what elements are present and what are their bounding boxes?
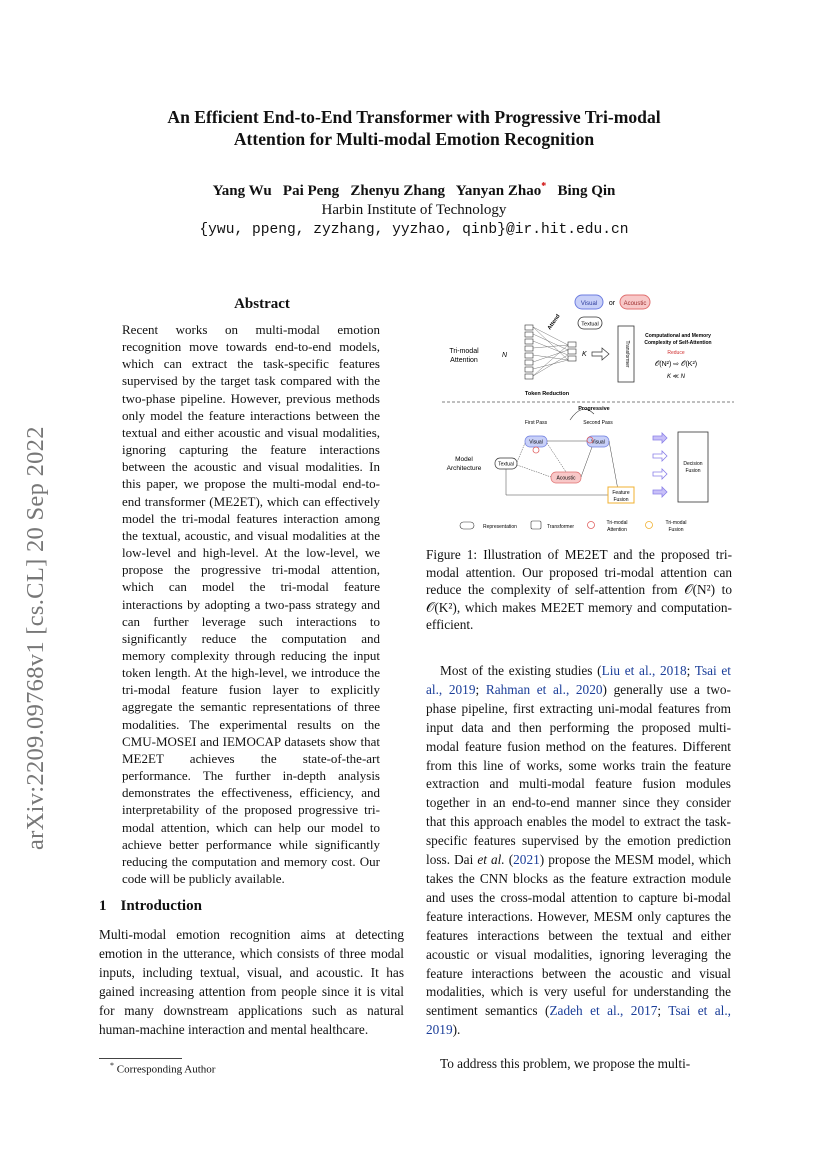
k-label: K	[582, 351, 587, 358]
feature-fusion-label-2: Fusion	[613, 497, 629, 503]
paragraph-text: ).	[452, 1022, 461, 1038]
visual-node-2-label: Visual	[591, 439, 605, 446]
legend-representation-icon	[460, 522, 474, 529]
output-arrows	[653, 433, 667, 497]
legend-trimodal-fusion-label-1: Tri-modal	[665, 520, 687, 526]
author-name: Yanyan Zhao	[455, 183, 542, 199]
textual-label: Textual	[581, 321, 599, 328]
or-label: or	[608, 300, 616, 307]
paragraph-text: ;	[657, 1003, 669, 1019]
citation-link[interactable]: Liu et al., 2018	[601, 663, 687, 678]
figure-1-diagram	[440, 290, 736, 540]
decision-fusion-box	[678, 432, 708, 502]
progressive-label: Progressive	[578, 406, 610, 412]
author-name: Pai Peng	[282, 183, 340, 199]
right-column-next-paragraph: To address this problem, we propose the multi-	[440, 1056, 691, 1071]
citation-link[interactable]: Zadeh et al., 2017	[549, 1003, 658, 1019]
footnote-mark: *	[110, 1061, 114, 1070]
section-heading-introduction	[99, 898, 202, 915]
token-connections	[533, 327, 568, 376]
token-stack-n	[525, 325, 533, 379]
acoustic-label: Acoustic	[623, 301, 647, 307]
visual-node-label: Visual	[529, 439, 543, 446]
k-less-n: K ≪ N	[667, 374, 685, 380]
paragraph-text: (	[504, 852, 514, 868]
paragraph-text: ) generally use a two-phase pipeline, first extracting uni-modal features from input data and then performing the proposed multi-modal feature fusion method on the features. Different from this line of works, some works train the feature extraction and multi-modal feature fusion modules together in an end-to-end manner since they consider that this approach enables the model to extract the task-specific features supervised by the emotion prediction loss. Dai	[426, 681, 731, 868]
arrow-icon	[592, 348, 609, 360]
citation-link[interactable]: 2021	[513, 852, 540, 868]
acoustic-node-label: Acoustic	[556, 475, 576, 482]
section-title: Introduction	[120, 898, 202, 914]
token-stack-k	[568, 342, 576, 361]
n-label: N	[502, 352, 508, 359]
paragraph-text: ) propose the MESM model, which takes the CNN blocks as the feature extraction module and uses the cross-modal attention to capture bi-modal feature interactions. However, MESM only captures the features interactions between the textual and either acoustic or visual modalities, ignoring leveraging the feature interactions between the acoustic and visual modalities, which is very useful for understanding the sentiment semantics (	[426, 852, 731, 1019]
email-addresses: {ywu, ppeng, zyzhang, yyzhao, qinb}@ir.hit.edu.cn	[199, 222, 629, 238]
textual-node-label: Textual	[498, 461, 514, 468]
caption-text: Illustration of ME2ET and the proposed tri-modal attention. Our proposed tri-modal attention can reduce the complexity of self-attention from 𝒪(N²) to 𝒪(K²), which makes ME2ET memory and computation-efficient.	[426, 547, 732, 633]
legend-trimodal-attention-label-2: Attention	[607, 527, 627, 533]
figure-1-caption	[426, 546, 732, 634]
trimodal-attention-node	[533, 447, 539, 453]
trimodal-attention-label-2: Attention	[450, 357, 478, 364]
paper-title	[60, 106, 768, 150]
section-number: 1	[99, 898, 107, 914]
transformer-label: Transformer	[624, 340, 630, 368]
citation-link[interactable]: Tsai et al., 2019	[426, 1003, 731, 1038]
second-pass-label: Second Pass	[583, 420, 613, 426]
author-name: Yang Wu	[212, 183, 272, 199]
title-line-2: Attention for Multi-modal Emotion Recognition	[233, 129, 595, 149]
arxiv-stamp	[18, 360, 48, 860]
paragraph-text: et al.	[477, 852, 505, 868]
introduction-paragraph: Multi-modal emotion recognition aims at detecting emotion in the utterance, which consists of three modal inputs, including textual, visual, and acoustic. It has gained increasing attention from people since it is vital for many downstream applications such as natural human-machine interaction and mental healthcare.	[99, 927, 404, 1037]
paragraph-text: ;	[475, 681, 486, 697]
legend-representation-label: Representation	[483, 524, 517, 530]
decision-fusion-label-2: Fusion	[685, 468, 701, 474]
affiliation: Harbin Institute of Technology	[321, 202, 507, 218]
trimodal-attention-label-1: Tri-modal	[449, 348, 479, 355]
complexity-title-2: Complexity of Self-Attention	[644, 340, 712, 346]
citation-link[interactable]: Rahman et al., 2020	[485, 681, 603, 697]
author-list	[60, 181, 768, 200]
reduce-label: Reduce	[667, 350, 685, 356]
abstract-text: Recent works on multi-modal emotion recognition move towards end-to-end models, which can extract the task-specific features supervised by the target task compared with the two-phase pipeline. However, previous methods only model the feature interactions between the textual and either acoustic and visual modalities, ignoring capturing the feature interactions between the acoustic and visual modalities. In this paper, we propose the multi-modal end-to-end transformer (ME2ET), which can effectively model the tri-modal features interaction among the textual, acoustic, and visual modalities at the low-level and high-level. At the low-level, we propose the progressive tri-modal attention, which can model the tri-modal feature interactions by adopting a two-pass strategy and can further leverage such interactions to significantly reduce the computation and memory complexity through reducing the input token length. At the high-level, we introduce the tri-modal feature fusion layer to explicitly aggregate the semantic representations of three modalities. The experimental results on the CMU-MOSEI and IEMOCAP datasets show that ME2ET achieves the state-of-the-art performance. The further in-depth analysis demonstrates the effectiveness, efficiency, and interpretability of the proposed progressive tri-modal attention, which can help our model to achieve better performance while significantly reducing the computation and memory cost. Our code will be publicly available.	[122, 322, 380, 886]
footnote-rule	[99, 1058, 182, 1059]
decision-fusion-label-1: Decision	[683, 461, 703, 467]
right-column-paragraph	[426, 662, 731, 1040]
model-architecture-label-2: Architecture	[446, 465, 482, 472]
attend-label: Attend	[546, 313, 562, 332]
legend-trimodal-fusion-icon	[646, 522, 653, 529]
legend-trimodal-attention-icon	[588, 522, 595, 529]
author-name: Zhenyu Zhang	[350, 183, 446, 199]
first-pass-label: First Pass	[524, 420, 548, 426]
title-line-1: An Efficient End-to-End Transformer with Progressive Tri-modal	[167, 107, 661, 127]
caption-label: Figure 1:	[426, 547, 478, 562]
token-reduction-label: Token Reduction	[524, 391, 570, 397]
complexity-formula: 𝒪(N²) ⇨ 𝒪(K²)	[654, 361, 698, 368]
paragraph-text: Most of the existing studies (	[440, 663, 602, 678]
author-name: Bing Qin	[557, 183, 616, 199]
feature-fusion-label-1: Feature	[612, 490, 630, 496]
corresponding-author-mark: *	[541, 181, 547, 192]
footnote-text: Corresponding Author	[116, 1063, 216, 1076]
model-architecture-label-1: Model	[455, 456, 473, 463]
citation-link[interactable]: Tsai et al., 2019	[426, 663, 732, 697]
abstract-heading: Abstract	[234, 296, 290, 312]
legend-transformer-label: Transformer	[547, 524, 575, 530]
footnote	[110, 1061, 215, 1076]
legend-trimodal-attention-label-1: Tri-modal	[606, 520, 628, 526]
legend-transformer-icon	[531, 521, 541, 529]
complexity-title-1: Computational and Memory	[645, 333, 711, 339]
attention-links	[506, 441, 618, 495]
paragraph-text: ;	[686, 663, 695, 678]
legend-trimodal-fusion-label-2: Fusion	[668, 527, 684, 533]
arxiv-stamp-text: arXiv:2209.09768v1 [cs.CL] 20 Sep 2022	[22, 426, 49, 850]
visual-label: Visual	[580, 301, 598, 307]
